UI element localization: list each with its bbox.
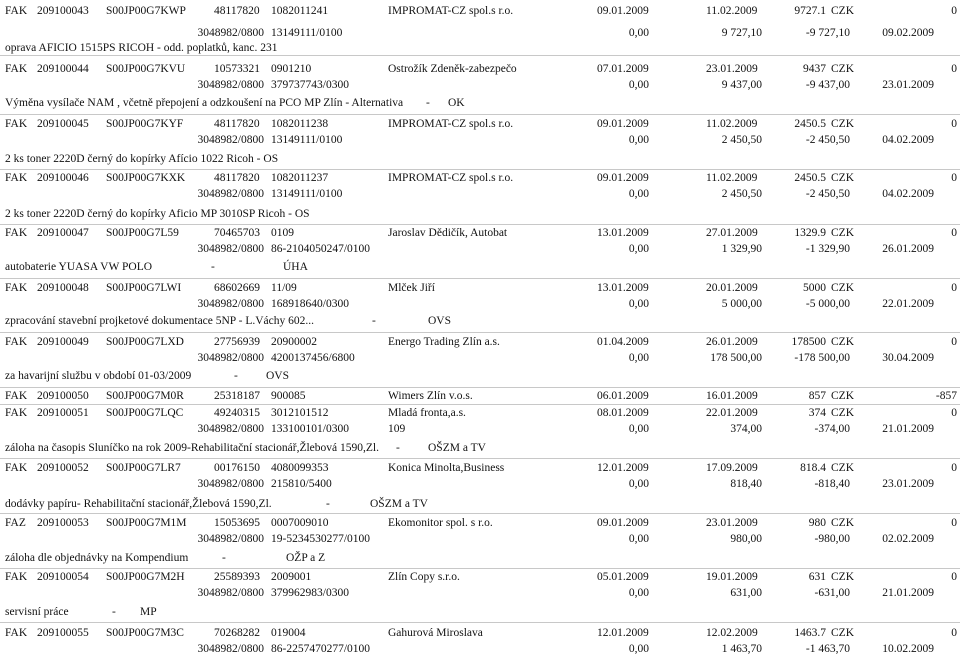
supplier-account: 379962983/0300: [271, 587, 349, 599]
supplier: Wimers Zlín v.o.s.: [388, 390, 473, 402]
supplier-account: 86-2104050247/0100: [271, 243, 371, 255]
supplier: Mladá fronta,a.s.: [388, 407, 466, 419]
note-separator: -: [234, 370, 238, 382]
balance: 0: [951, 336, 957, 348]
ico: 48117820: [214, 172, 260, 184]
ico: 68602669: [214, 282, 260, 294]
note-separator: -: [222, 552, 226, 564]
supplier-account: 13149111/0100: [271, 134, 343, 146]
currency: CZK: [831, 462, 854, 474]
payment-date: 21.01.2009: [882, 587, 934, 599]
doc-number: 209100053: [37, 517, 89, 529]
invoice-payment-row: [0, 586, 960, 600]
due-date: 27.01.2009: [706, 227, 758, 239]
due-date: 11.02.2009: [706, 118, 758, 130]
note-separator: -: [372, 315, 376, 327]
doc-number: 209100047: [37, 227, 89, 239]
due-date: 19.01.2009: [706, 571, 758, 583]
supplier: Jaroslav Dědičík, Autobat: [388, 227, 508, 239]
account: 3048982/0800: [197, 643, 264, 655]
doc-id: S00JP00G7M1M: [106, 517, 187, 529]
doc-type: FAK: [5, 462, 28, 474]
balance: 0: [951, 517, 957, 529]
doc-number: 209100043: [37, 5, 89, 17]
invoice-main-row: [0, 570, 960, 584]
invoice-main-row: [0, 389, 960, 403]
issue-date: 13.01.2009: [597, 227, 649, 239]
payment-date: 09.02.2009: [882, 27, 934, 39]
paid-amount: 0,00: [628, 134, 649, 146]
account: 3048982/0800: [197, 188, 264, 200]
supplier: IMPROMAT-CZ spol.s r.o.: [388, 172, 514, 184]
amount-formatted: 818,40: [730, 478, 762, 490]
vs: 1082011241: [271, 5, 329, 17]
doc-type: FAK: [5, 172, 28, 184]
due-date: 16.01.2009: [706, 390, 758, 402]
payment-date: 04.02.2009: [882, 134, 934, 146]
currency: CZK: [831, 63, 854, 75]
supplier: Energo Trading Zlín a.s.: [388, 336, 500, 348]
difference: -1 463,70: [805, 643, 850, 655]
payment-date: 23.01.2009: [882, 478, 934, 490]
currency: CZK: [831, 172, 854, 184]
payment-date: 04.02.2009: [882, 188, 934, 200]
account: 3048982/0800: [197, 134, 264, 146]
balance: 0: [951, 462, 957, 474]
amount: 178500: [791, 336, 826, 348]
doc-number: 209100045: [37, 118, 89, 130]
doc-id: S00JP00G7LR7: [106, 462, 181, 474]
paid-amount: 0,00: [628, 243, 649, 255]
note-text: 2 ks toner 2220D černý do kopírky Afício 1022 Ricoh - OS: [5, 153, 279, 165]
account: 3048982/0800: [197, 533, 264, 545]
issue-date: 08.01.2009: [597, 407, 649, 419]
note-text: Výměna vysílače NAM , včetně přepojení a odzkoušení na PCO MP Zlín - Alternativa: [5, 97, 404, 109]
currency: CZK: [831, 627, 854, 639]
supplier-account: 168918640/0300: [271, 298, 349, 310]
record-divider: [0, 332, 960, 333]
supplier: Ekomonitor spol. s r.o.: [388, 517, 493, 529]
note-department: OŠZM a TV: [370, 498, 428, 510]
doc-id: S00JP00G7M0R: [106, 390, 184, 402]
due-date: 22.01.2009: [706, 407, 758, 419]
paid-amount: 0,00: [628, 188, 649, 200]
vs: 0109: [271, 227, 294, 239]
invoice-main-row: [0, 226, 960, 240]
supplier: IMPROMAT-CZ spol.s r.o.: [388, 5, 514, 17]
doc-number: 209100048: [37, 282, 89, 294]
record-divider: [0, 513, 960, 514]
doc-id: S00JP00G7KXK: [106, 172, 186, 184]
doc-type: FAK: [5, 227, 28, 239]
supplier-account: 133100101/0300: [271, 423, 349, 435]
invoice-main-row: [0, 406, 960, 420]
invoice-note-row: [0, 369, 960, 383]
balance: -857: [935, 390, 957, 402]
difference: -980,00: [814, 533, 850, 545]
invoice-main-row: [0, 171, 960, 185]
currency: CZK: [831, 282, 854, 294]
difference: -2 450,50: [805, 188, 850, 200]
due-date: 12.02.2009: [706, 627, 758, 639]
due-date: 23.01.2009: [706, 63, 758, 75]
ico: 15053695: [214, 517, 260, 529]
note-department: MP: [140, 606, 157, 618]
currency: CZK: [831, 571, 854, 583]
difference: -631,00: [814, 587, 850, 599]
invoice-note-row: [0, 152, 960, 166]
amount: 818.4: [800, 462, 826, 474]
invoice-main-row: [0, 516, 960, 530]
amount-formatted: 980,00: [730, 533, 762, 545]
record-divider: [0, 224, 960, 225]
doc-number: 209100049: [37, 336, 89, 348]
invoice-note-row: [0, 605, 960, 619]
vs: 4080099353: [271, 462, 329, 474]
balance: 0: [951, 227, 957, 239]
record-divider: [0, 55, 960, 56]
due-date: 26.01.2009: [706, 336, 758, 348]
amount-formatted: 9 437,00: [721, 79, 762, 91]
vs: 0007009010: [271, 517, 329, 529]
amount: 2450.5: [794, 172, 826, 184]
amount-formatted: 2 450,50: [721, 188, 762, 200]
ico: 70268282: [214, 627, 260, 639]
invoice-note-row: [0, 551, 960, 565]
issue-date: 01.04.2009: [597, 336, 649, 348]
issue-date: 12.01.2009: [597, 462, 649, 474]
paid-amount: 0,00: [628, 478, 649, 490]
invoice-payment-row: [0, 532, 960, 546]
doc-number: 209100052: [37, 462, 89, 474]
supplier-account: 19-5234530277/0100: [271, 533, 371, 545]
invoice-note-row: [0, 96, 960, 110]
note-department: OŠZM a TV: [428, 442, 486, 454]
issue-date: 09.01.2009: [597, 517, 649, 529]
amount-formatted: 1 329,90: [721, 243, 762, 255]
doc-number: 209100050: [37, 390, 89, 402]
invoice-main-row: [0, 4, 960, 18]
issue-date: 12.01.2009: [597, 627, 649, 639]
supplier: Mlček Jiří: [388, 282, 435, 294]
invoice-payment-row: [0, 78, 960, 92]
payment-date: 26.01.2009: [882, 243, 934, 255]
issue-date: 09.01.2009: [597, 172, 649, 184]
vs: 0901210: [271, 63, 312, 75]
balance: 0: [951, 63, 957, 75]
amount-formatted: 5 000,00: [721, 298, 762, 310]
due-date: 11.02.2009: [706, 5, 758, 17]
ico: 48117820: [214, 118, 260, 130]
supplier: Zlín Copy s.r.o.: [388, 571, 460, 583]
invoice-note-row: [0, 497, 960, 511]
balance: 0: [951, 571, 957, 583]
supplier: Ostrožík Zdeněk-zabezpečo: [388, 63, 517, 75]
due-date: 23.01.2009: [706, 517, 758, 529]
ico: 49240315: [214, 407, 260, 419]
vs: 1082011238: [271, 118, 329, 130]
currency: CZK: [831, 336, 854, 348]
doc-number: 209100044: [37, 63, 89, 75]
doc-id: S00JP00G7KYF: [106, 118, 184, 130]
supplier-account: 215810/5400: [271, 478, 332, 490]
account: 3048982/0800: [197, 298, 264, 310]
account: 3048982/0800: [197, 27, 264, 39]
record-divider: [0, 622, 960, 623]
amount-formatted: 9 727,10: [721, 27, 762, 39]
doc-id: S00JP00G7KVU: [106, 63, 186, 75]
vs: 900085: [271, 390, 306, 402]
ico: 10573321: [214, 63, 260, 75]
payment-date: 21.01.2009: [882, 423, 934, 435]
note-text: za havarijní službu v období 01-03/2009: [5, 370, 192, 382]
invoice-payment-row: [0, 187, 960, 201]
paid-amount: 0,00: [628, 352, 649, 364]
amount: 5000: [803, 282, 826, 294]
invoice-note-row: [0, 41, 960, 55]
note-department: OVS: [428, 315, 452, 327]
difference: -5 000,00: [805, 298, 850, 310]
payment-date: 10.02.2009: [882, 643, 934, 655]
difference: -374,00: [814, 423, 850, 435]
issue-date: 05.01.2009: [597, 571, 649, 583]
invoice-main-row: [0, 335, 960, 349]
amount: 980: [808, 517, 826, 529]
currency: CZK: [831, 407, 854, 419]
note-text: oprava AFICIO 1515PS RICOH - odd. poplatků, kanc. 231: [5, 42, 278, 54]
amount-formatted: 374,00: [730, 423, 762, 435]
record-divider: [0, 114, 960, 115]
paid-amount: 0,00: [628, 423, 649, 435]
due-date: 17.09.2009: [706, 462, 758, 474]
issue-date: 13.01.2009: [597, 282, 649, 294]
invoice-main-row: [0, 461, 960, 475]
supplier-account: 4200137456/6800: [271, 352, 355, 364]
doc-number: 209100055: [37, 627, 89, 639]
supplier-account: 86-2257470277/0100: [271, 643, 371, 655]
payment-date: 22.01.2009: [882, 298, 934, 310]
issue-date: 06.01.2009: [597, 390, 649, 402]
invoice-payment-row: [0, 351, 960, 365]
ico: 27756939: [214, 336, 260, 348]
paid-amount: 0,00: [628, 298, 649, 310]
balance: 0: [951, 407, 957, 419]
ico: 25589393: [214, 571, 260, 583]
invoice-payment-row: [0, 422, 960, 436]
amount: 374: [808, 407, 826, 419]
note-department: OK: [448, 97, 465, 109]
supplier: Konica Minolta,Business: [388, 462, 505, 474]
doc-id: S00JP00G7M2H: [106, 571, 185, 583]
supplier: IMPROMAT-CZ spol.s r.o.: [388, 118, 514, 130]
due-date: 20.01.2009: [706, 282, 758, 294]
paid-amount: 0,00: [628, 27, 649, 39]
record-divider: [0, 387, 960, 388]
vs: 1082011237: [271, 172, 329, 184]
account: 3048982/0800: [197, 352, 264, 364]
supplier-account: 13149111/0100: [271, 27, 343, 39]
amount: 9437: [803, 63, 826, 75]
invoice-payment-row: [0, 477, 960, 491]
amount-formatted: 2 450,50: [721, 134, 762, 146]
issue-date: 09.01.2009: [597, 5, 649, 17]
paid-amount: 0,00: [628, 533, 649, 545]
currency: CZK: [831, 5, 854, 17]
account: 3048982/0800: [197, 243, 264, 255]
note-text: dodávky papíru- Rehabilitační stacionář,Žlebová 1590,Zl.: [5, 498, 272, 510]
paid-amount: 0,00: [628, 79, 649, 91]
currency: CZK: [831, 390, 854, 402]
note-department: OŽP a Z: [286, 552, 326, 564]
ico: 25318187: [214, 390, 260, 402]
due-date: 11.02.2009: [706, 172, 758, 184]
doc-type: FAK: [5, 336, 28, 348]
vs: 2009001: [271, 571, 312, 583]
doc-type: FAK: [5, 390, 28, 402]
amount: 9727.1: [794, 5, 826, 17]
doc-id: S00JP00G7KWP: [106, 5, 186, 17]
doc-type: FAK: [5, 63, 28, 75]
note-separator: -: [326, 498, 330, 510]
ico: 70465703: [214, 227, 260, 239]
currency: CZK: [831, 118, 854, 130]
invoice-note-row: [0, 314, 960, 328]
doc-type: FAK: [5, 627, 28, 639]
doc-id: S00JP00G7LXD: [106, 336, 184, 348]
amount: 1329.9: [794, 227, 826, 239]
record-divider: [0, 458, 960, 459]
balance: 0: [951, 5, 957, 17]
issue-date: 07.01.2009: [597, 63, 649, 75]
invoice-note-row: [0, 207, 960, 221]
note-text: záloha dle objednávky na Kompendium: [5, 552, 189, 564]
note-separator: -: [396, 442, 400, 454]
note-text: 2 ks toner 2220D černý do kopírky Aficio MP 3010SP Ricoh - OS: [5, 208, 310, 220]
currency: CZK: [831, 517, 854, 529]
amount-formatted: 1 463,70: [721, 643, 762, 655]
vs: 11/09: [271, 282, 297, 294]
record-divider: [0, 278, 960, 279]
payment-date: 02.02.2009: [882, 533, 934, 545]
amount-formatted: 631,00: [730, 587, 762, 599]
difference: -178 500,00: [794, 352, 850, 364]
symbol: 109: [388, 423, 406, 435]
doc-id: S00JP00G7LQC: [106, 407, 184, 419]
difference: -818,40: [814, 478, 850, 490]
ico: 48117820: [214, 5, 260, 17]
amount: 857: [808, 390, 826, 402]
supplier-account: 13149111/0100: [271, 188, 343, 200]
invoice-note-row: [0, 441, 960, 455]
record-divider: [0, 404, 960, 405]
supplier-account: 379737743/0300: [271, 79, 349, 91]
doc-id: S00JP00G7M3C: [106, 627, 184, 639]
difference: -9 437,00: [805, 79, 850, 91]
vs: 3012101512: [271, 407, 329, 419]
invoice-payment-row: [0, 26, 960, 40]
doc-number: 209100046: [37, 172, 89, 184]
supplier: Gahurová Miroslava: [388, 627, 483, 639]
note-separator: -: [211, 261, 215, 273]
note-text: zpracování stavební projketové dokumentace 5NP - L.Váchy 602...: [5, 315, 315, 327]
doc-number: 209100051: [37, 407, 89, 419]
vs: 019004: [271, 627, 306, 639]
invoice-note-row: [0, 260, 960, 274]
doc-type: FAK: [5, 571, 28, 583]
issue-date: 09.01.2009: [597, 118, 649, 130]
account: 3048982/0800: [197, 587, 264, 599]
vs: 20900002: [271, 336, 317, 348]
doc-number: 209100054: [37, 571, 89, 583]
note-department: ÚHA: [283, 261, 308, 273]
amount: 2450.5: [794, 118, 826, 130]
note-department: OVS: [266, 370, 290, 382]
doc-type: FAK: [5, 5, 28, 17]
note-separator: -: [112, 606, 116, 618]
note-text: autobaterie YUASA VW POLO: [5, 261, 153, 273]
account: 3048982/0800: [197, 79, 264, 91]
paid-amount: 0,00: [628, 587, 649, 599]
invoice-payment-row: [0, 297, 960, 311]
account: 3048982/0800: [197, 478, 264, 490]
difference: -1 329,90: [805, 243, 850, 255]
note-separator: -: [426, 97, 430, 109]
amount: 1463.7: [794, 627, 826, 639]
note-text: záloha na časopis Sluníčko na rok 2009-Rehabilitační stacionář,Žlebová 1590,Zl.: [5, 442, 379, 454]
doc-id: S00JP00G7LWI: [106, 282, 182, 294]
doc-type: FAZ: [5, 517, 26, 529]
doc-id: S00JP00G7L59: [106, 227, 179, 239]
balance: 0: [951, 118, 957, 130]
paid-amount: 0,00: [628, 643, 649, 655]
note-text: servisní práce: [5, 606, 69, 618]
invoice-main-row: [0, 62, 960, 76]
difference: -9 727,10: [805, 27, 850, 39]
difference: -2 450,50: [805, 134, 850, 146]
payment-date: 30.04.2009: [882, 352, 934, 364]
currency: CZK: [831, 227, 854, 239]
invoice-main-row: [0, 626, 960, 640]
invoice-payment-row: [0, 242, 960, 256]
record-divider: [0, 568, 960, 569]
balance: 0: [951, 282, 957, 294]
doc-type: FAK: [5, 282, 28, 294]
invoice-main-row: [0, 281, 960, 295]
doc-type: FAK: [5, 407, 28, 419]
balance: 0: [951, 172, 957, 184]
invoice-payment-row: [0, 133, 960, 147]
ico: 00176150: [214, 462, 260, 474]
payment-date: 23.01.2009: [882, 79, 934, 91]
record-divider: [0, 169, 960, 170]
doc-type: FAK: [5, 118, 28, 130]
invoice-payment-row: [0, 642, 960, 656]
amount-formatted: 178 500,00: [710, 352, 762, 364]
invoice-main-row: [0, 117, 960, 131]
balance: 0: [951, 627, 957, 639]
account: 3048982/0800: [197, 423, 264, 435]
amount: 631: [808, 571, 826, 583]
